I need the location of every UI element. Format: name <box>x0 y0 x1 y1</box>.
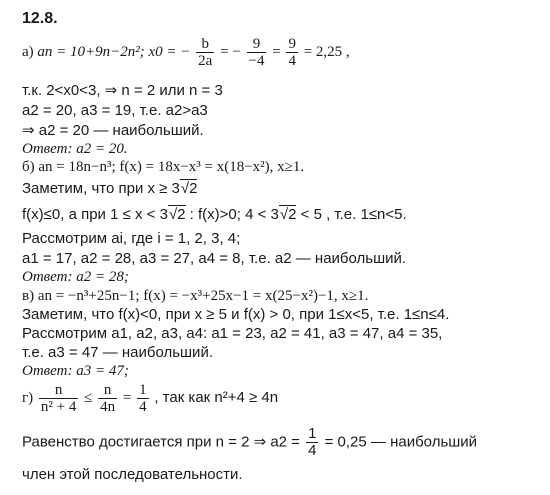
text-line: ⇒ a2 = 20 — наибольший. <box>22 122 204 139</box>
fraction-n-over-n2-plus-4: $\frac{n}{\text{n² + 4}}$ <box>40 382 77 415</box>
fraction-1-over-4: $\frac{1}{4}$ <box>308 425 317 459</box>
text-line: в) an = −n³+25n−1; f(x) = −x³+25x−1 = x(25−x²)−1, x≥1. <box>22 288 369 304</box>
fraction-9-over-minus4: $\frac{9}{-4}$ <box>248 36 265 69</box>
problem-number: 12.8. <box>22 10 58 27</box>
text-line: член этой последовательности. <box>22 466 243 483</box>
sqrt-symbol: √2 <box>168 206 186 223</box>
answer-line: Ответ: a3 = 47; <box>22 363 129 379</box>
fx-line: f(x)≤0, а при 1 ≤ x < 3√2 : f(x)>0; 4 < 3√2 < 5 , т.е. 1≤n<5. <box>22 206 407 223</box>
part-a-formula-line: а) an = 10+9n−2n²; x0 = − $\frac{b}{2a}$ = − $\frac{9}{-4}$ = $\frac{9}{4}$ = 2,25 , <box>22 36 350 69</box>
text-line: Заметим, что f(x)<0, при x ≥ 5 и f(x) > 0, при 1≤x<5, т.е. 1≤n≤4. <box>22 306 450 323</box>
part-g-line: г) $\frac{n}{\text{n² + 4}}$ ≤ $\frac{n}{4n}$ = $\frac{1}{4}$ , так как n²+4 ≥ 4n <box>22 382 279 415</box>
fraction-9-over-4: $\frac{9}{4}$ <box>288 36 296 69</box>
equality-line: Равенство достигается при n = 2 ⇒ a2 = $\frac{1}{4}$ = 0,25 — наибольший <box>22 425 478 459</box>
text-line: a2 = 20, a3 = 19, т.е. a2>a3 <box>22 102 208 119</box>
fraction-1-over-4: $\frac{1}{4}$ <box>139 382 147 415</box>
text-line: Рассмотрим ai, где i = 1, 2, 3, 4; <box>22 230 241 247</box>
text-line: a1 = 17, a2 = 28, a3 = 27, a4 = 8, т.е. a2 — наибольший. <box>22 250 407 267</box>
sqrt-symbol: √2 <box>279 206 297 223</box>
text-line: Рассмотрим a1, a2, a3, a4: a1 = 23, a2 = 41, a3 = 47, a4 = 35, <box>22 325 443 342</box>
fraction-n-over-4n: $\frac{n}{4n}$ <box>100 382 116 415</box>
text-line: т.к. 2<x0<3, ⇒ n = 2 или n = 3 <box>22 82 223 99</box>
fraction-b-over-2a: $\frac{b}{2a}$ <box>198 36 213 69</box>
text-line: т.е. a3 = 47 — наибольший. <box>22 344 213 361</box>
sqrt-symbol: √2 <box>180 180 198 197</box>
notice-line-b: Заметим, что при x ≥ 3√2 <box>22 180 198 197</box>
text-line: б) an = 18n−n³; f(x) = 18x−x³ = x(18−x²), x≥1. <box>22 159 305 175</box>
answer-line: Ответ: a2 = 20. <box>22 141 128 157</box>
answer-line: Ответ: a2 = 28; <box>22 269 129 285</box>
